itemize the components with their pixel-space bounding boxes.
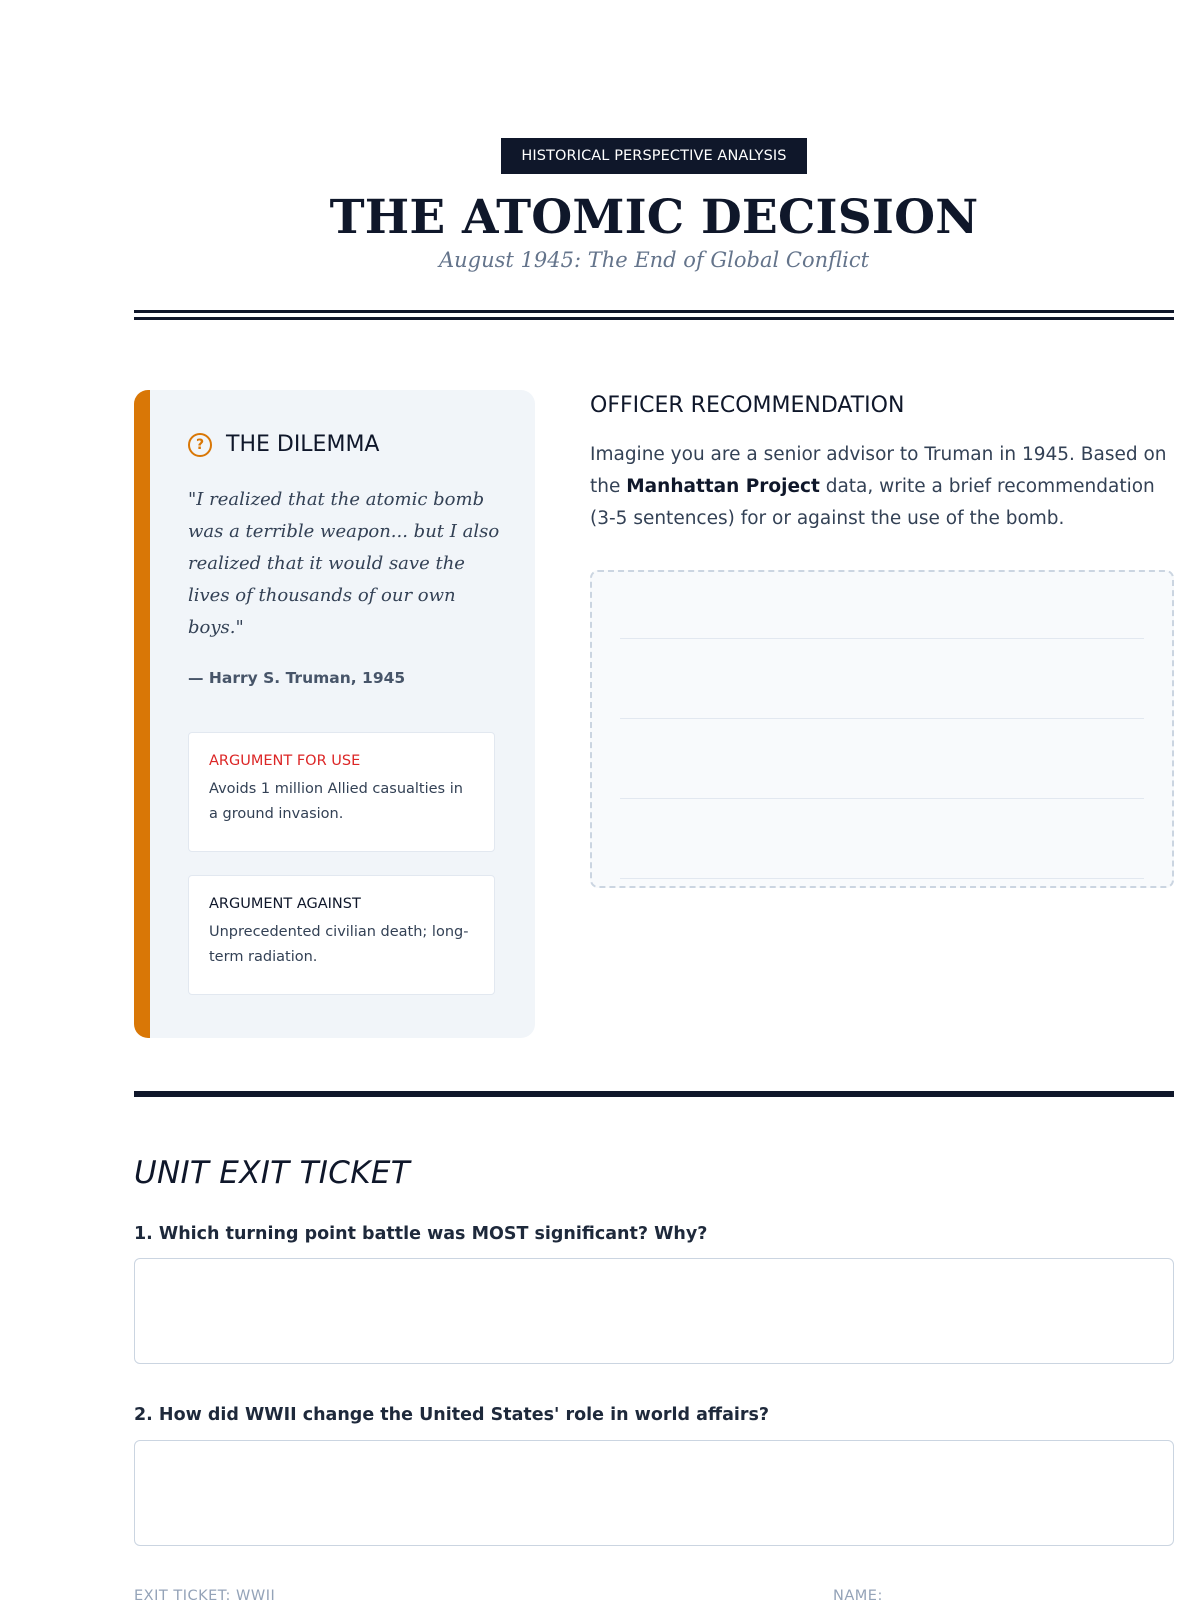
question-2-answer-box[interactable]: [134, 1440, 1174, 1546]
argument-against-label: ARGUMENT AGAINST: [209, 896, 361, 912]
officer-recommendation-prompt: [590, 439, 1174, 535]
officer-recommendation-title: OFFICER RECOMMENDATION: [590, 393, 905, 418]
page-subtitle: August 1945: The End of Global Conflict: [438, 248, 870, 272]
argument-against-card: [188, 875, 495, 995]
question-circle-icon: ?: [188, 433, 212, 457]
argument-for-label: ARGUMENT FOR USE: [209, 753, 361, 769]
exit-ticket-title: UNIT EXIT TICKET: [134, 1155, 410, 1191]
question-1-label: 1. Which turning point battle was MOST significant? Why?: [134, 1224, 708, 1244]
question-1-answer-box[interactable]: [134, 1258, 1174, 1364]
question-2-label: 2. How did WWII change the United States' role in world affairs?: [134, 1405, 770, 1425]
page-title: THE ATOMIC DECISION: [329, 190, 979, 245]
quote-attribution: — Harry S. Truman, 1945: [188, 669, 406, 687]
prompt-text-bold: Manhattan Project: [626, 476, 820, 497]
dilemma-title: THE DILEMMA: [226, 432, 380, 457]
category-tag: HISTORICAL PERSPECTIVE ANALYSIS: [501, 138, 806, 174]
writing-line: [620, 718, 1144, 719]
footer-ticket-label: EXIT TICKET: WWII: [134, 1588, 276, 1604]
officer-recommendation-section: [590, 390, 1174, 535]
prompt-text-start: Imagine you are a senior advisor to Truman in 1945. Based on the: [590, 444, 1167, 497]
page-header: [134, 138, 1174, 272]
argument-for-text: Avoids 1 million Allied casualties in a ground invasion.: [209, 781, 463, 822]
dilemma-card: [134, 390, 535, 1038]
header-double-divider: [134, 310, 1174, 313]
footer-name-label: NAME:: [833, 1588, 883, 1604]
worksheet-page: [134, 0, 1174, 1604]
argument-for-card: [188, 732, 495, 852]
truman-quote: "I realized that the atomic bomb was a terrible weapon... but I also realized that it would save the lives of thousands of our own boys.": [188, 489, 500, 638]
dilemma-header: [188, 432, 379, 457]
writing-line: [620, 878, 1144, 879]
writing-line: [620, 638, 1144, 639]
recommendation-response-box[interactable]: [590, 570, 1174, 888]
argument-against-text: Unprecedented civilian death; long-term radiation.: [209, 924, 469, 965]
section-divider: [134, 1091, 1174, 1097]
writing-line: [620, 798, 1144, 799]
prompt-text-end: data, write a brief recommendation (3-5 sentences) for or against the use of the bomb.: [590, 476, 1155, 529]
